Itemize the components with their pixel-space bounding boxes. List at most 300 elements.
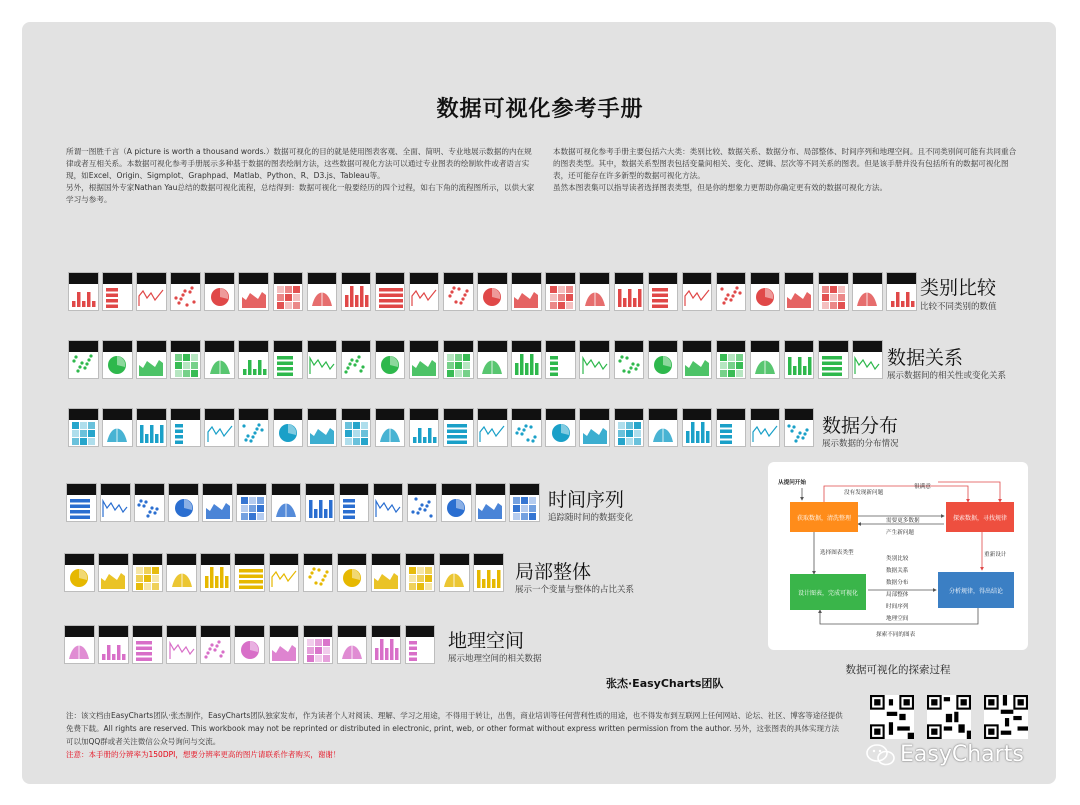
thumbnail-header (546, 341, 575, 352)
chart-thumbnail (443, 340, 474, 379)
thumbnail-header (69, 341, 98, 352)
chart-thumbnail (236, 483, 267, 522)
chart-thumbnail (784, 408, 815, 447)
thumbnail-graphic (235, 637, 264, 663)
copyright-note (66, 709, 846, 761)
chart-thumbnail (98, 553, 129, 592)
chart-thumbnail (716, 408, 747, 447)
thumbnail-header (270, 626, 299, 637)
thumbnail-graphic (853, 352, 882, 378)
thumbnail-header (101, 484, 130, 495)
chart-thumbnail (132, 553, 163, 592)
thumbnail-header (338, 626, 367, 637)
thumbnail-header (512, 409, 541, 420)
chart-thumbnail (238, 272, 269, 311)
thumbnail-graphic (239, 420, 268, 446)
chart-thumbnail (443, 272, 474, 311)
thumbnail-header (135, 484, 164, 495)
qr-code-icon (870, 695, 914, 739)
chart-thumbnail (648, 408, 679, 447)
chart-thumbnail (234, 553, 265, 592)
chart-thumbnail (269, 625, 300, 664)
chart-thumbnail (136, 408, 167, 447)
thumbnail-graphic (683, 284, 712, 310)
thumbnail-header (580, 273, 609, 284)
thumbnail-graphic (272, 495, 301, 521)
thumbnail-graphic (342, 284, 371, 310)
thumbnail-graphic (478, 352, 507, 378)
thumbnail-header (580, 409, 609, 420)
thumbnail-header (615, 341, 644, 352)
chart-thumbnail (269, 553, 300, 592)
chart-thumbnail (273, 272, 304, 311)
chart-thumbnail (375, 272, 406, 311)
intro-left-p2: 另外，根据国外专家Nathan Yau总结的数据可视化流程，总结得到：数据可视化一般要经历的四个过程，如右下角的流程图所示，以供大家学习与参考。 (66, 183, 535, 204)
thumbnail-graphic (237, 495, 266, 521)
category-comparison-thumbnails (68, 272, 920, 311)
chart-thumbnail (204, 340, 235, 379)
chart-thumbnail (784, 340, 815, 379)
thumbnail-header (751, 409, 780, 420)
chart-thumbnail (852, 272, 883, 311)
thumbnail-graphic (580, 284, 609, 310)
thumbnail-graphic (99, 565, 128, 591)
data-relationship-thumbnails (68, 340, 886, 379)
chart-thumbnail (68, 340, 99, 379)
thumbnail-header (239, 409, 268, 420)
thumbnail-graphic (853, 284, 882, 310)
chart-thumbnail (579, 340, 610, 379)
thumbnail-header (819, 273, 848, 284)
section-desc-relationship: 展示数据间的相关性或变化关系 (887, 371, 1007, 381)
thumbnail-graphic (342, 352, 371, 378)
thumbnail-graphic (203, 495, 232, 521)
flow-list-item: 时间序列 (886, 604, 909, 610)
thumbnail-graphic (133, 565, 162, 591)
thumbnail-graphic (103, 352, 132, 378)
thumbnail-graphic (338, 637, 367, 663)
section-title-distribution: 数据分布 (822, 415, 899, 437)
thumbnail-graphic (239, 284, 268, 310)
thumbnail-graphic (137, 352, 166, 378)
thumbnail-header (785, 409, 814, 420)
thumbnail-graphic (410, 420, 439, 446)
thumbnail-graphic (340, 495, 369, 521)
thumbnail-graphic (751, 284, 780, 310)
chart-thumbnail (136, 272, 167, 311)
exploration-flowchart (768, 462, 1028, 650)
thumbnail-graphic (444, 420, 473, 446)
chart-thumbnail (545, 340, 576, 379)
thumbnail-graphic (751, 352, 780, 378)
thumbnail-header (103, 273, 132, 284)
chart-thumbnail (273, 340, 304, 379)
thumbnail-header (751, 341, 780, 352)
chart-thumbnail (509, 483, 540, 522)
thumbnail-graphic (410, 284, 439, 310)
thumbnail-graphic (67, 495, 96, 521)
thumbnail-header (137, 273, 166, 284)
thumbnail-graphic (274, 352, 303, 378)
chart-thumbnail (545, 408, 576, 447)
thumbnail-header (304, 626, 333, 637)
thumbnail-graphic (171, 352, 200, 378)
thumbnail-header (203, 484, 232, 495)
thumbnail-header (478, 341, 507, 352)
chart-thumbnail (341, 340, 372, 379)
chart-thumbnail (409, 340, 440, 379)
flow-label-needmore: 需要更多数据 (886, 518, 920, 524)
thumbnail-graphic (546, 352, 575, 378)
thumbnail-header (853, 341, 882, 352)
thumbnail-header (853, 273, 882, 284)
thumbnail-header (512, 341, 541, 352)
note-text: 注：该文档由EasyCharts团队·张杰制作，EasyCharts团队独家发布，作为读者个人对阅读、理解、学习之用途，不得用于转让，出售，商业培训等任何营利性质的用途，也不得发布到互联网上任何网站、论坛、社区、博客等途径提供免费下载。All rights are reserved. This workbook may not be reprinted or distributed in electronic, print, web, or other format without express written permission from the author. 另外，这张图表的具体实现方法可以加QQ群或者关注微信公众号询问与交流。 (66, 711, 843, 746)
thumbnail-graphic (751, 420, 780, 446)
thumbnail-graphic (649, 284, 678, 310)
thumbnail-header (274, 341, 303, 352)
thumbnail-graphic (342, 420, 371, 446)
thumbnail-graphic (580, 352, 609, 378)
flow-label-newq: 产生新问题 (886, 530, 914, 536)
thumbnail-graphic (376, 284, 405, 310)
thumbnail-graphic (69, 420, 98, 446)
chart-thumbnail (409, 272, 440, 311)
thumbnail-header (67, 484, 96, 495)
section-desc-timeseries: 追踪随时间的数据变化 (548, 513, 634, 523)
section-desc-distribution: 展示数据的分布情况 (822, 439, 899, 449)
chart-thumbnail (100, 483, 131, 522)
chart-thumbnail (614, 272, 645, 311)
thumbnail-header (342, 273, 371, 284)
thumbnail-graphic (135, 495, 164, 521)
thumbnail-graphic (69, 352, 98, 378)
flow-box-analyze: 分析规律，得出结论 (938, 572, 1014, 608)
chart-thumbnail (784, 272, 815, 311)
thumbnail-graphic (133, 637, 162, 663)
thumbnail-header (478, 273, 507, 284)
chart-thumbnail (339, 483, 370, 522)
thumbnail-header (239, 273, 268, 284)
thumbnail-header (510, 484, 539, 495)
thumbnail-header (615, 273, 644, 284)
thumbnail-graphic (406, 565, 435, 591)
thumbnail-graphic (65, 565, 94, 591)
thumbnail-graphic (137, 284, 166, 310)
chart-thumbnail (166, 553, 197, 592)
thumbnail-header (69, 409, 98, 420)
thumbnail-graphic (69, 284, 98, 310)
thumbnail-header (444, 341, 473, 352)
thumbnail-header (103, 341, 132, 352)
thumbnail-graphic (171, 284, 200, 310)
thumbnail-graphic (440, 565, 469, 591)
section-title-category: 类别比较 (920, 277, 997, 299)
thumbnail-graphic (717, 420, 746, 446)
chart-thumbnail (614, 408, 645, 447)
chart-thumbnail (579, 408, 610, 447)
thumbnail-header (683, 341, 712, 352)
thumbnail-header (476, 484, 505, 495)
chart-thumbnail (305, 483, 336, 522)
thumbnail-header (649, 341, 678, 352)
thumbnail-graphic (308, 284, 337, 310)
flow-box-design: 设计图表，完成可视化 (790, 574, 866, 610)
thumbnail-graphic (406, 637, 435, 663)
chart-thumbnail (682, 408, 713, 447)
thumbnail-graphic (167, 637, 196, 663)
thumbnail-header (442, 484, 471, 495)
thumbnail-graphic (410, 352, 439, 378)
thumbnail-graphic (512, 420, 541, 446)
chart-thumbnail (64, 553, 95, 592)
thumbnail-graphic (785, 352, 814, 378)
thumbnail-header (133, 626, 162, 637)
chart-thumbnail (307, 272, 338, 311)
chart-thumbnail (102, 272, 133, 311)
chart-thumbnail (238, 408, 269, 447)
chart-thumbnail (682, 272, 713, 311)
thumbnail-graphic (205, 284, 234, 310)
thumbnail-header (440, 554, 469, 565)
thumbnail-header (274, 409, 303, 420)
chart-thumbnail (132, 625, 163, 664)
chart-thumbnail (716, 340, 747, 379)
thumbnail-header (308, 273, 337, 284)
flow-label-result: 探索不同的图表 (876, 632, 916, 638)
section-desc-category: 比较不同类别的数值 (920, 302, 997, 312)
thumbnail-header (408, 484, 437, 495)
chart-thumbnail (166, 625, 197, 664)
chart-thumbnail (477, 408, 508, 447)
brand-watermark (866, 742, 1024, 767)
thumbnail-header (410, 341, 439, 352)
thumbnail-graphic (512, 352, 541, 378)
thumbnail-graphic (270, 565, 299, 591)
thumbnail-graphic (171, 420, 200, 446)
chart-thumbnail (307, 340, 338, 379)
thumbnail-graphic (101, 495, 130, 521)
thumbnail-header (133, 554, 162, 565)
chart-thumbnail (818, 340, 849, 379)
flow-label-choose: 选择图表类型 (820, 550, 854, 556)
chart-thumbnail (375, 408, 406, 447)
thumbnail-header (306, 484, 335, 495)
thumbnail-graphic (615, 352, 644, 378)
thumbnail-graphic (205, 352, 234, 378)
thumbnail-graphic (444, 284, 473, 310)
thumbnail-header (374, 484, 403, 495)
note-warning: 注意：本手册的分辨率为150DPI，想要分辨率更高的图片请联系作者购买，谢谢！ (66, 750, 341, 759)
chart-thumbnail (407, 483, 438, 522)
chart-thumbnail (409, 408, 440, 447)
chart-thumbnail (473, 553, 504, 592)
intro-left (66, 146, 536, 206)
chart-thumbnail (200, 553, 231, 592)
thumbnail-header (376, 409, 405, 420)
author-credit: 张杰·EasyCharts团队 (606, 677, 724, 690)
flow-list-item: 地理空间 (886, 616, 909, 622)
flow-box-acquire: 获取数据，清洗整理 (790, 502, 858, 532)
chart-thumbnail (337, 553, 368, 592)
flow-list-item: 局部整体 (886, 592, 909, 598)
thumbnail-header (376, 273, 405, 284)
thumbnail-header (308, 341, 337, 352)
thumbnail-header (201, 554, 230, 565)
chart-thumbnail (886, 272, 917, 311)
thumbnail-graphic (376, 352, 405, 378)
thumbnail-header (649, 409, 678, 420)
chart-thumbnail (202, 483, 233, 522)
chart-thumbnail (750, 272, 781, 311)
intro-left-p1: 所谓一图胜千言（A picture is worth a thousand words.）数据可视化的目的就是使用图表客观、全面、简明、专业地展示数据的内在规律或者互相关系。本数据可视化参考手册展示多种基于数据的图表绘制方法，这些数据可视化方法可以通过专业图表的绘制软件或者语言实现，如Excel、Origin、Sigmplot、Graphpad、Matlab、Python、R、D3.js、Tableau等。 (66, 147, 532, 180)
thumbnail-graphic (683, 420, 712, 446)
chart-thumbnail (579, 272, 610, 311)
thumbnail-header (717, 409, 746, 420)
thumbnail-header (237, 484, 266, 495)
chart-thumbnail (307, 408, 338, 447)
thumbnail-graphic (442, 495, 471, 521)
thumbnail-header (99, 626, 128, 637)
thumbnail-header (338, 554, 367, 565)
thumbnail-graphic (374, 495, 403, 521)
flow-list-item: 类别比较 (886, 556, 909, 562)
thumbnail-header (372, 626, 401, 637)
chart-thumbnail (341, 408, 372, 447)
qr-code-icon (927, 695, 971, 739)
thumbnail-header (406, 554, 435, 565)
thumbnail-header (65, 554, 94, 565)
thumbnail-graphic (376, 420, 405, 446)
thumbnail-header (819, 341, 848, 352)
thumbnail-graphic (304, 565, 333, 591)
thumbnail-header (683, 409, 712, 420)
chart-thumbnail (852, 340, 883, 379)
chart-thumbnail (170, 408, 201, 447)
thumbnail-header (171, 273, 200, 284)
thumbnail-header (785, 273, 814, 284)
chart-thumbnail (68, 408, 99, 447)
page-title: 数据可视化参考手册 (436, 97, 644, 122)
thumbnail-header (444, 409, 473, 420)
chart-thumbnail (439, 553, 470, 592)
thumbnail-header (103, 409, 132, 420)
thumbnail-header (546, 409, 575, 420)
thumbnail-graphic (137, 420, 166, 446)
thumbnail-header (137, 409, 166, 420)
wechat-icon (866, 743, 896, 767)
section-desc-geospatial: 展示地理空间的相关数据 (448, 654, 542, 664)
thumbnail-header (410, 409, 439, 420)
thumbnail-header (410, 273, 439, 284)
intro-right-p1: 本数据可视化参考手册主要包括六大类：类别比较、数据关系、数据分布、局部整体、时间序列和地理空间。且不同类别间可能有共同重合的图表类型。其中，数据关系型图表包括变量间相关、变化、逻辑、层次等不同关系的图表。但是该手册并没有包括所有的数据可视化图表，还可能存在许多新型的数据可视化方法。 (553, 147, 1017, 180)
chart-thumbnail (405, 625, 436, 664)
thumbnail-header (340, 484, 369, 495)
chart-thumbnail (443, 408, 474, 447)
chart-thumbnail (337, 625, 368, 664)
thumbnail-graphic (274, 284, 303, 310)
chart-thumbnail (750, 408, 781, 447)
thumbnail-header (65, 626, 94, 637)
thumbnail-graphic (274, 420, 303, 446)
thumbnail-header (478, 409, 507, 420)
thumbnail-graphic (785, 420, 814, 446)
thumbnail-header (342, 341, 371, 352)
chart-thumbnail (204, 272, 235, 311)
thumbnail-graphic (201, 637, 230, 663)
chart-thumbnail (341, 272, 372, 311)
chart-thumbnail (98, 625, 129, 664)
thumbnail-graphic (408, 495, 437, 521)
chart-thumbnail (102, 408, 133, 447)
chart-thumbnail (168, 483, 199, 522)
thumbnail-graphic (306, 495, 335, 521)
thumbnail-graphic (717, 352, 746, 378)
chart-thumbnail (750, 340, 781, 379)
chart-thumbnail (271, 483, 302, 522)
chart-thumbnail (545, 272, 576, 311)
thumbnail-graphic (615, 420, 644, 446)
thumbnail-header (342, 409, 371, 420)
time-series-thumbnails (66, 483, 543, 522)
thumbnail-graphic (580, 420, 609, 446)
thumbnail-header (167, 554, 196, 565)
thumbnail-header (580, 341, 609, 352)
thumbnail-graphic (478, 420, 507, 446)
chart-thumbnail (371, 625, 402, 664)
thumbnail-header (171, 341, 200, 352)
section-title-geospatial: 地理空间 (448, 630, 525, 652)
thumbnail-graphic (649, 352, 678, 378)
thumbnail-graphic (615, 284, 644, 310)
flow-start-label: 从提问开始 (778, 480, 806, 486)
thumbnail-graphic (478, 284, 507, 310)
section-title-partwhole: 局部整体 (515, 561, 592, 583)
chart-thumbnail (648, 272, 679, 311)
chart-thumbnail (477, 340, 508, 379)
chart-thumbnail (102, 340, 133, 379)
thumbnail-header (649, 273, 678, 284)
thumbnail-header (169, 484, 198, 495)
flow-label-notfound: 没有发现新问题 (844, 490, 884, 496)
qr-code-icon (984, 695, 1028, 739)
thumbnail-header (205, 273, 234, 284)
thumbnail-graphic (99, 637, 128, 663)
thumbnail-graphic (372, 637, 401, 663)
thumbnail-graphic (546, 420, 575, 446)
thumbnail-header (235, 626, 264, 637)
flow-box-explore: 探索数据，寻找规律 (946, 502, 1014, 532)
part-whole-thumbnails (64, 553, 507, 592)
section-title-timeseries: 时间序列 (548, 489, 625, 511)
thumbnail-header (444, 273, 473, 284)
flow-list-item: 数据关系 (886, 568, 909, 574)
chart-thumbnail (373, 483, 404, 522)
thumbnail-graphic (887, 284, 916, 310)
thumbnail-graphic (304, 637, 333, 663)
chart-thumbnail (136, 340, 167, 379)
chart-thumbnail (511, 408, 542, 447)
thumbnail-header (137, 341, 166, 352)
chart-thumbnail (68, 272, 99, 311)
thumbnail-header (99, 554, 128, 565)
intro-right-p2: 虽然本图表集可以指导读者选择图表类型，但是你的想象力更帮助你确定更有效的数据可视化方法。 (553, 183, 888, 192)
chart-thumbnail (170, 340, 201, 379)
chart-thumbnail (66, 483, 97, 522)
thumbnail-graphic (169, 495, 198, 521)
thumbnail-header (546, 273, 575, 284)
thumbnail-header (474, 554, 503, 565)
